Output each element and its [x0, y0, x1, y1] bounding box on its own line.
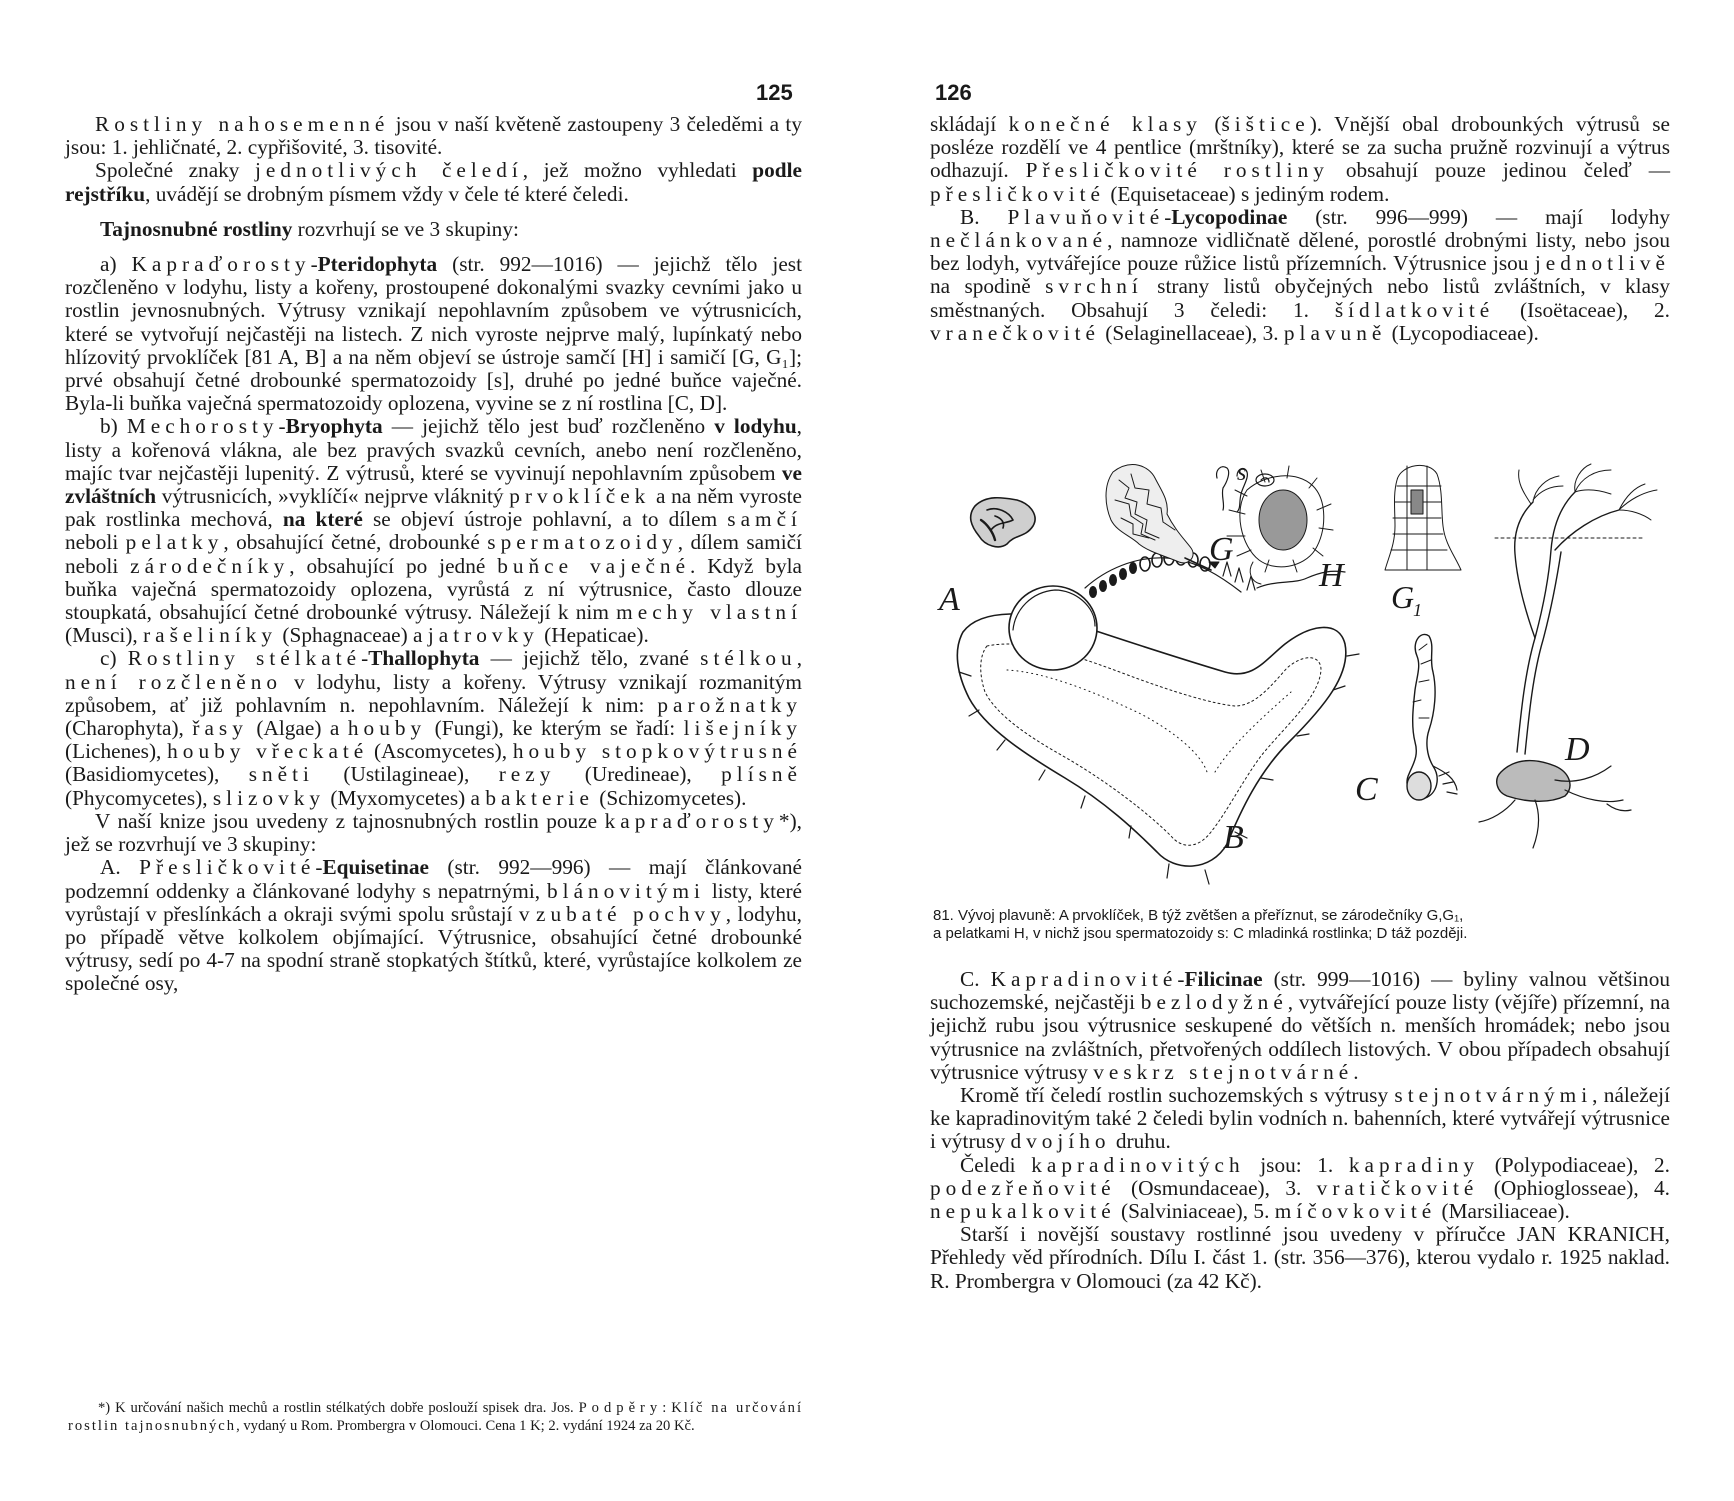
paragraph: Starší i novější soustavy rostlinné jsou uvedeny v příručce JAN KRANICH, Přehledy věd přírodních. Dílu I. část 1. (str. 356—376), kterou vydalo r. 1925 naklad. R. Prombergra v Olomouci (za 42 Kč).: [930, 1222, 1670, 1293]
paragraph: b) Mechorosty-Bryophyta — jejichž tělo jest buď rozčleněno v lodyhu, listy a kořenová vlákna, ale bez pravých svazků cevních, anebo není rozčleněno, majíc tvar nejčastěji lupenitý. Z výtrusů, které se vyvinují nepohlavním způsobem ve zvláštních výtrusnicích, »vyklíčí« nejprve vláknitý prvoklíček a na něm vyroste pak rostlinka mechová, na které se objeví ústroje pohlavní, a to dílem samčí neboli pelatky, obsahující četné, drobounké spermatozoidy, dílem samičí neboli zárodečníky, obsahující po jedné buňce vaječné. Když byla buňka vaječná spermatozoidy oplozena, vyrůstá z ní výtrusnice, často dlouze stoupkatá, obsahující četné drobounké výtrusy. Náležejí k nim mechy vlastní (Musci), rašeliníky (Sphagnaceae) a jatrovky (Hepaticae).: [65, 414, 803, 648]
paragraph: c) Rostliny stélkaté-Thallophyta — jejichž tělo, zvané stélkou, není rozčleněno v lodyhu, listy a kořeny. Výtrusy vznikají rozmanitým způsobem, ať již pohlavním n. nepohlavním. Náležejí k nim: parožnatky (Charophyta), řasy (Algae) a houby (Fungi), ke kterým se řadí: lišejníky (Lichenes), houby vřeckaté (Ascomycetes), houby stopkovýtrusné (Basidiomycetes), sněti (Ustilagineae), rezy (Uredineae), plísně (Phycomycetes), slizovky (Myxomycetes) a bakterie (Schizomycetes).: [65, 646, 803, 810]
footnote: *) K určování našich mechů a rostlin stélkatých dobře poslouží spisek dra. Jos. Podpěry: Klíč na určování rostlin tajnosnubných, vydaný u Rom. Prombergra v Olomouci. Cena 1 K; 2. vydání 1924 za 20 Kč.: [68, 1400, 803, 1434]
figure-label-b: B: [1223, 819, 1244, 856]
paragraph: V naší knize jsou uvedeny z tajnosnubných rostlin pouze kapraďorosty*), jež se rozvrhují ve 3 skupiny:: [65, 808, 802, 857]
text-column: [930, 113, 1670, 345]
figure-caption: 81. Vývoj plavuně: A prvoklíček, B týž zvětšen a přeříznut, se zárodečníky G,G₁, a pelatkami H, v nichž jsou spermatozoidy s: C mladinká rostlinka; D táž později.: [933, 907, 1468, 942]
paragraph: C. Kapradinovité-Filicinae (str. 999—1016) — byliny valnou většinou suchozemské, nejčastěji bezlodyžné, vytvářející pouze listy (vějíře) přízemní, na jejichž rubu jsou výtrusnice seskupené do větších n. menších hromádek; nebo jsou výtrusnice na zvláštních, přetvořených oddílech listových. V obou případech obsahují výtrusnice výtrusy veskrz stejnotvárné.: [930, 967, 1670, 1084]
page-number: 125: [756, 80, 793, 105]
text-column: [65, 113, 802, 996]
figure-label-d: D: [1565, 731, 1590, 768]
figure-label-a: A: [939, 581, 960, 618]
archegonium-detail: [1106, 465, 1219, 570]
right-page: [867, 0, 1734, 1501]
figure-label-g: G: [1209, 531, 1234, 568]
figure-label-g1: G: [1391, 579, 1415, 615]
paragraph: B. Plavuňovité-Lycopodinae (str. 996—999) — mají lodyhy nečlánkované, namnoze vidličnatě dělené, porostlé drobnými listy, nebo jsou bez lodyh, vytvářejíce pouze růžice listů přízemních. Výtrusnice jsou jednotlivě na spodině svrchní strany listů obyčejných nebo listů zvláštních, v klasy směstnaných. Obsahují 3 čeledi: 1. šídlatkovité (Isoëtaceae), 2. vranečkovité (Selaginellaceae), 3. plavuně (Lycopodiaceae).: [930, 204, 1671, 345]
paragraph: Rostliny nahosemenné jsou v naší květeně zastoupeny 3 čeleděmi a ty jsou: 1. jehličnaté, 2. cypřišovité, 3. tisovité.: [65, 112, 802, 160]
paragraph: Čeledi kapradinovitých jsou: 1. kapradiny (Polypodiaceae), 2. podezřeňovité (Osmundaceae), 3. vratičkovité (Ophioglosseae), 4. nepukalkovité (Salviniaceae), 5. míčovkovité (Marsiliaceae).: [930, 1152, 1670, 1224]
figure-label-s: s: [1237, 460, 1247, 486]
figure-label-h: H: [1319, 557, 1344, 594]
paragraph: Společné znaky jednotlivých čeledí, jež možno vyhledati podle rejstříku, uvádějí se drobným písmem vždy v čele té které čeledi.: [65, 158, 802, 206]
paragraph: skládají konečné klasy (šištice). Vnější obal drobounkých výtrusů se posléze rozdělí ve 4 pentlice (mrštníky), které se za sucha pružně rozvinují a výtrus odhazují. Přesličkovité rostliny obsahují pouze jedinou čeleď — přesličkovité (Equisetaceae) s jediným rodem.: [930, 112, 1670, 206]
text-column-lower: [930, 968, 1670, 1293]
paragraph: Tajnosnubné rostliny rozvrhují se ve 3 skupiny:: [100, 216, 519, 241]
plate-81: [935, 460, 1673, 905]
figure-label-c: C: [1355, 771, 1378, 808]
paragraph: a) Kapraďorosty-Pteridophyta (str. 992—1016) — jejichž tělo jest rozčleněno v lodyhu, listy a kořeny, prostoupené dokonalými svazky cevními jako u rostlin jevnosnubných. Výtrusy vznikají nepohlavním způsobem ve výtrusnicích, které se vytvořují nejčastěji na listech. Z nich vyroste nejprve malý, lupínkatý nebo hlízovitý prvoklíček [81 A, B] a na něm objeví se ústroje samčí [H] i samičí [G, G₁]; prvé obsahují četné drobounké spermatozoidy [s], druhé po jedné buňce vaječné. Byla-li buňka vaječná spermatozoidy oplozena, vyvine se z ní rostlina [C, D].: [65, 252, 802, 416]
archegonium-g1: [1385, 465, 1461, 570]
paragraph: Kromě tří čeledí rostlin suchozemských s výtrusy stejnotvárnými, náležejí ke kapradinovitým také 2 čeledi bylin vodních n. bahenních, které vytvářejí výtrusnice i výtrusy dvojího druhu.: [930, 1083, 1670, 1154]
young-plant: [1407, 634, 1457, 800]
prothallus-large: [957, 586, 1359, 884]
paragraph: A. Přesličkovité-Equisetinae (str. 992—996) — mají článkované podzemní oddenky a článkované lodyhy s nepatrnými, blánovitými listy, které vyrůstají v přeslínkách a okraji svými spolu srůstají v zubaté pochvy, lodyhu, po případě větve kolkolem objímající. Výtrusnice, obsahující četné drobounké výtrusy, sedí po 4-7 na spodní straně stopkatých štítků, které, vyrůstajíce kolkolem ze společné osy,: [65, 855, 803, 996]
mature-plant: [1479, 464, 1657, 848]
figure-label-g1-sub: 1: [1413, 600, 1422, 620]
prothallus-small: [971, 498, 1035, 547]
page-number: 126: [935, 80, 972, 105]
